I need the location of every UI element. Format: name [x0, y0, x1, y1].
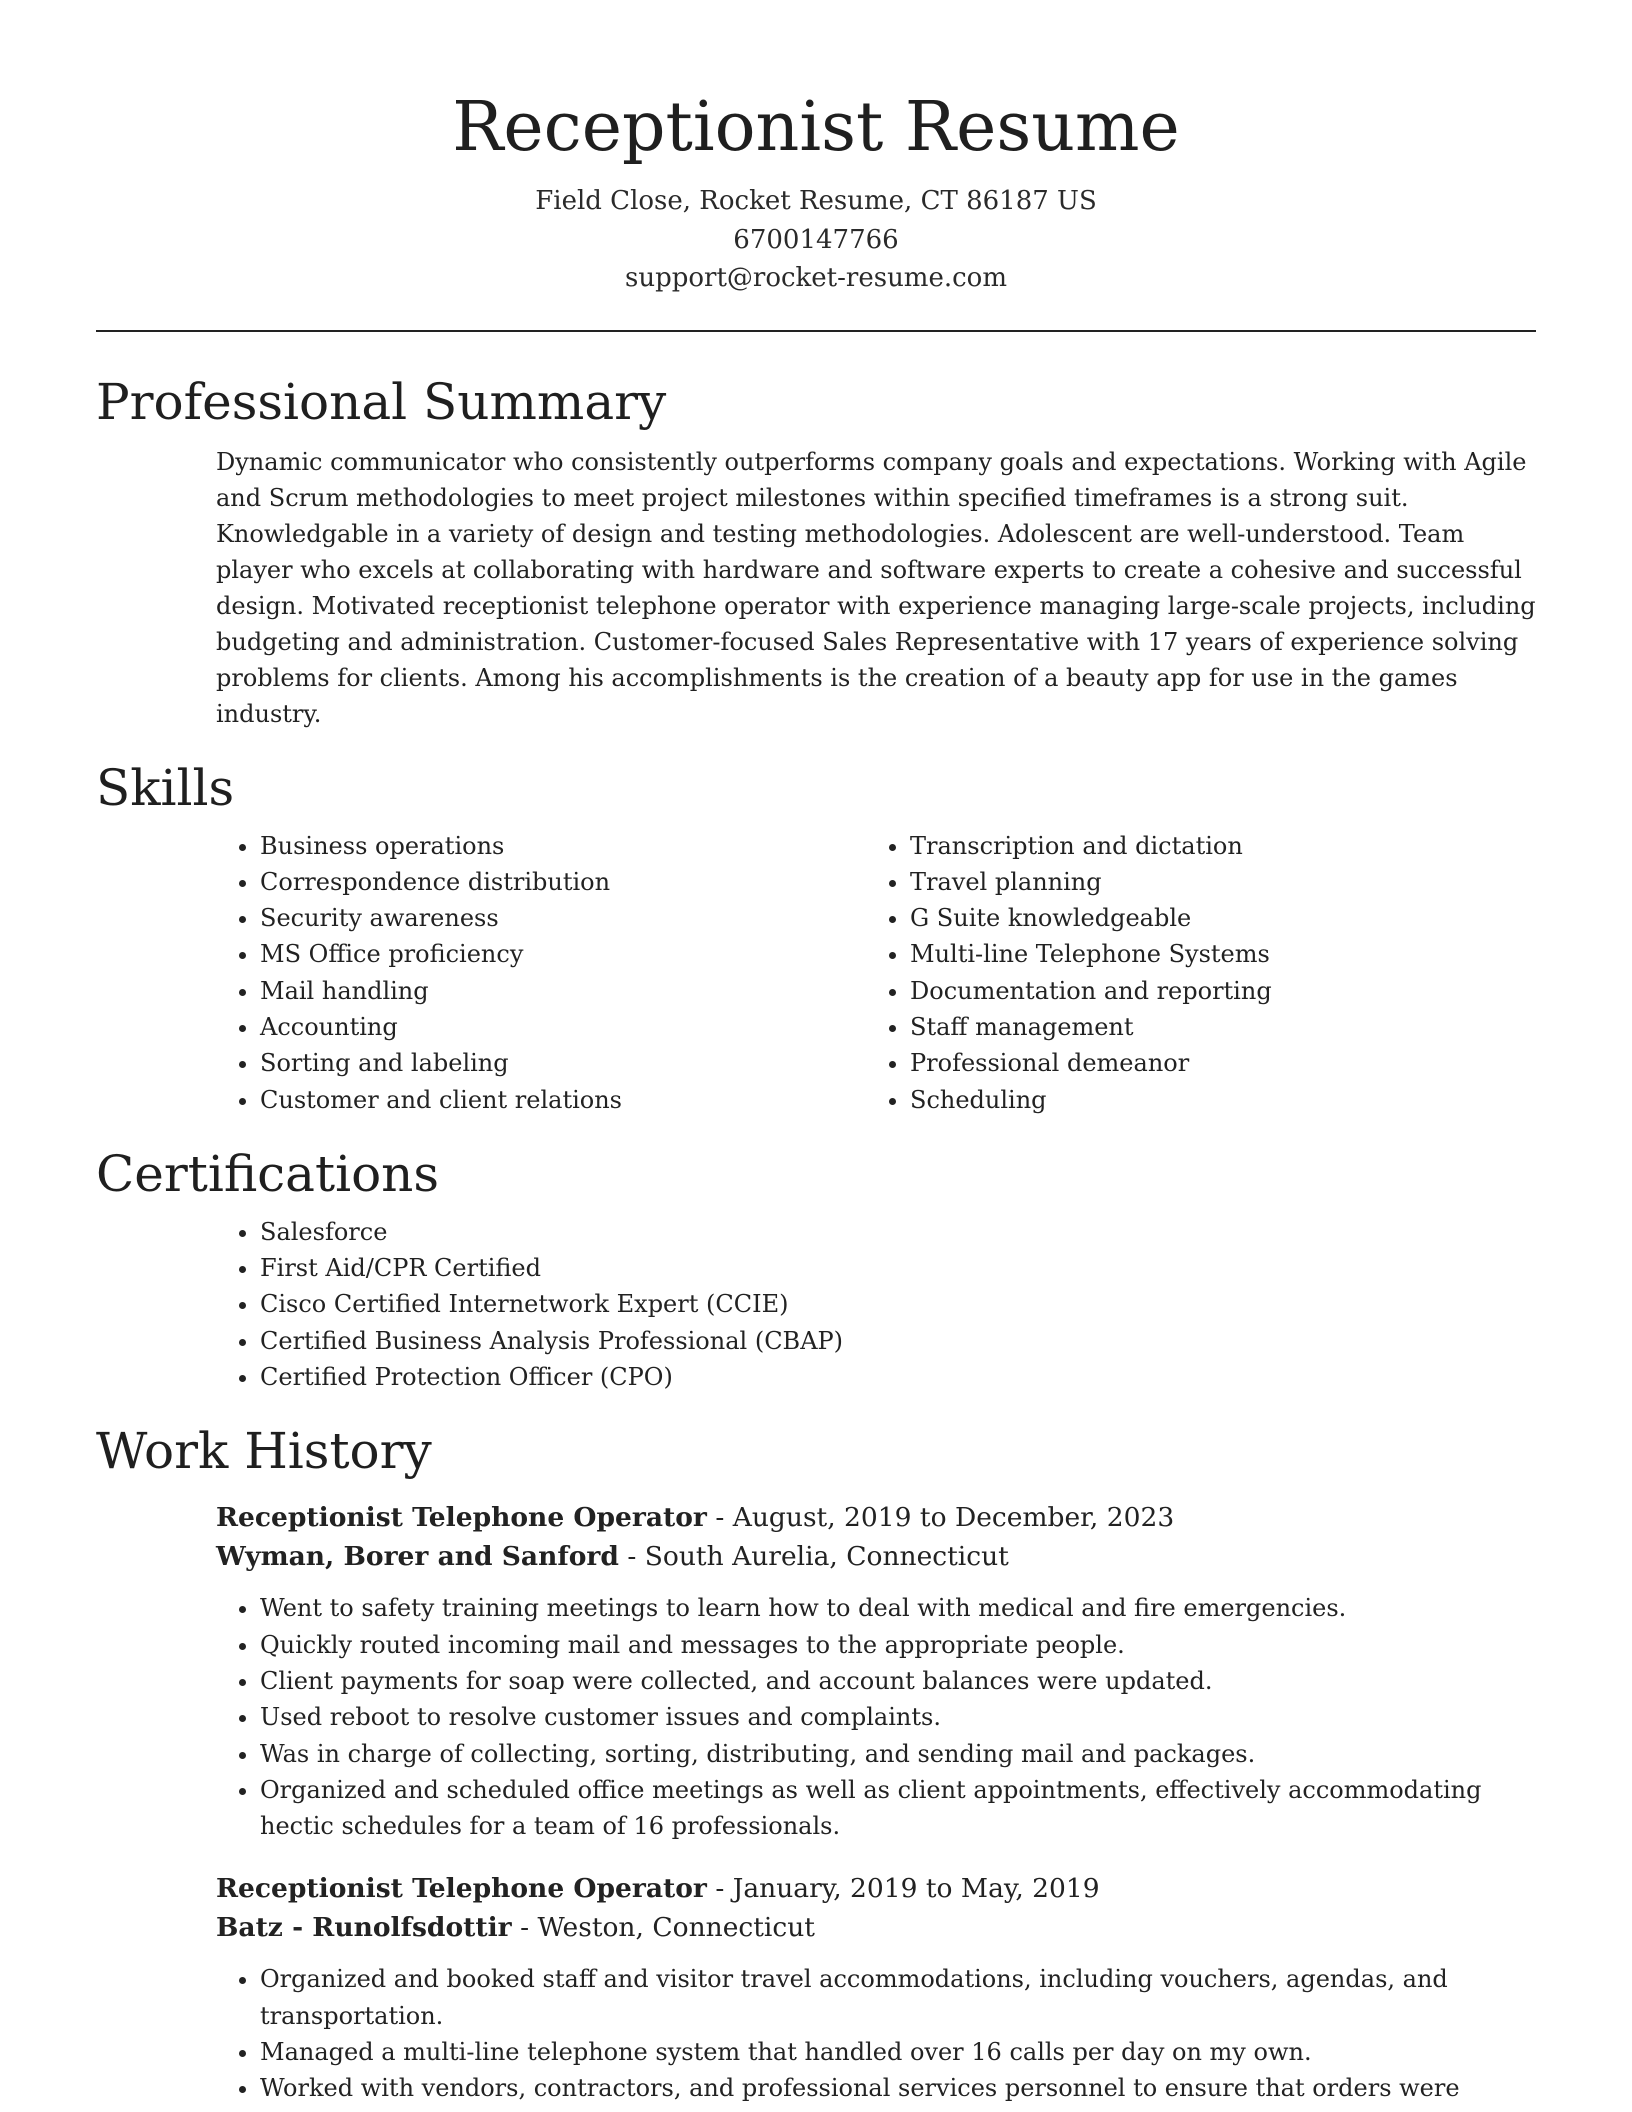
skill-item: • Documentation and reporting — [910, 973, 1510, 1009]
job-entry — [216, 1499, 1536, 1844]
job-bullets — [216, 1961, 1536, 2106]
resume-page — [96, 0, 1536, 2107]
summary-section — [96, 372, 1536, 732]
job-entry — [216, 1870, 1536, 2106]
skill-item: • Customer and client relations — [260, 1082, 746, 1118]
skill-item: • Transcription and dictation — [910, 828, 1510, 864]
certification-item: • Certified Business Analysis Professional (CBAP) — [260, 1323, 1536, 1359]
job-bullet: • Organized and scheduled office meetings as well as client appointments, effectively accommodating hectic schedules for a team of 16 professionals. — [260, 1772, 1536, 1845]
skill-item: • Security awareness — [260, 900, 746, 936]
skills-heading: Skills — [96, 758, 235, 817]
job-bullet: • Was in charge of collecting, sorting, distributing, and sending mail and packages. — [260, 1736, 1536, 1772]
job-bullet: • Worked with vendors, contractors, and professional services personnel to ensure that orders were — [260, 2070, 1536, 2106]
contact-address: Field Close, Rocket Resume, CT 86187 US — [535, 186, 1097, 216]
skill-item: • Business operations — [260, 828, 746, 864]
skill-item: • Mail handling — [260, 973, 746, 1009]
work-history-section — [96, 1421, 1536, 2106]
certifications-list — [96, 1214, 1536, 1395]
job-dates: January, 2019 to May, 2019 — [732, 1873, 1100, 1905]
job-bullet: • Quickly routed incoming mail and messages to the appropriate people. — [260, 1627, 1536, 1663]
skill-item: • Accounting — [260, 1009, 746, 1045]
job-location: Weston, Connecticut — [537, 1911, 815, 1943]
contact-email: support@rocket-resume.com — [624, 263, 1007, 293]
skill-item: • G Suite knowledgeable — [910, 900, 1510, 936]
job-bullet: • Organized and booked staff and visitor travel accommodations, including vouchers, agendas, and transportation. — [260, 1961, 1536, 2034]
job-dates: August, 2019 to December, 2023 — [732, 1502, 1175, 1534]
certifications-section — [96, 1144, 1536, 1395]
skill-item: • Scheduling — [910, 1082, 1510, 1118]
skill-item: • Multi-line Telephone Systems — [910, 936, 1510, 972]
skills-section — [96, 758, 1536, 1118]
summary-heading: Professional Summary — [96, 372, 667, 431]
job-separator: - — [715, 1873, 733, 1905]
skill-item: • MS Office proficiency — [260, 936, 746, 972]
work-history-heading: Work History — [96, 1422, 432, 1481]
job-company: Batz - Runolfsdottir — [216, 1911, 512, 1943]
skill-item: • Correspondence distribution — [260, 864, 746, 900]
skill-item: • Staff management — [910, 1009, 1510, 1045]
skills-column-2 — [746, 828, 1510, 1118]
job-location: South Aurelia, Connecticut — [644, 1540, 1009, 1572]
job-title-line — [216, 1870, 1536, 1909]
contact-phone: 6700147766 — [733, 224, 899, 255]
job-title-line — [216, 1499, 1536, 1538]
skill-item: • Travel planning — [910, 864, 1510, 900]
skills-grid — [96, 828, 1536, 1118]
skill-item: • Professional demeanor — [910, 1045, 1510, 1081]
header-divider — [96, 330, 1536, 332]
contact-block — [96, 182, 1536, 298]
summary-text: Dynamic communicator who consistently outperforms company goals and expectations. Working with Agile and Scrum methodologies to meet project milestones within specified timeframes is a strong suit. Knowledgable in a variety of design and testing methodologies. Adolescent are well-understood. Team player who excels at collaborating with hardware and software experts to create a cohesive and successful design. Motivated receptionist telephone operator with experience managing large-scale projects, including budgeting and administration. Customer-focused Sales Representative with 17 years of experience solving problems for clients. Among his accomplishments is the creation of a beauty app for use in the games industry. — [216, 447, 1536, 728]
job-company-line — [216, 1538, 1536, 1577]
resume-title: Receptionist Resume — [452, 88, 1180, 167]
job-company: Wyman, Borer and Sanford — [216, 1540, 619, 1572]
certification-item: • Cisco Certified Internetwork Expert (CCIE) — [260, 1286, 1536, 1322]
job-bullet: • Went to safety training meetings to learn how to deal with medical and fire emergencies. — [260, 1590, 1536, 1626]
job-bullets — [216, 1590, 1536, 1844]
certification-item: • Certified Protection Officer (CPO) — [260, 1359, 1536, 1395]
job-separator: - — [715, 1502, 733, 1534]
job-bullet: • Used reboot to resolve customer issues and complaints. — [260, 1699, 1536, 1735]
skill-item: • Sorting and labeling — [260, 1045, 746, 1081]
job-bullet: • Managed a multi-line telephone system that handled over 16 calls per day on my own. — [260, 2034, 1536, 2070]
job-bullet: • Client payments for soap were collected, and account balances were updated. — [260, 1663, 1536, 1699]
job-separator: - — [520, 1911, 538, 1943]
job-company-line — [216, 1909, 1536, 1948]
certification-item: • First Aid/CPR Certified — [260, 1250, 1536, 1286]
job-separator: - — [627, 1540, 645, 1572]
certification-item: • Salesforce — [260, 1214, 1536, 1250]
skills-column-1 — [96, 828, 746, 1118]
certifications-heading: Certifications — [96, 1144, 440, 1203]
job-title: Receptionist Telephone Operator — [216, 1502, 707, 1534]
job-title: Receptionist Telephone Operator — [216, 1873, 707, 1905]
